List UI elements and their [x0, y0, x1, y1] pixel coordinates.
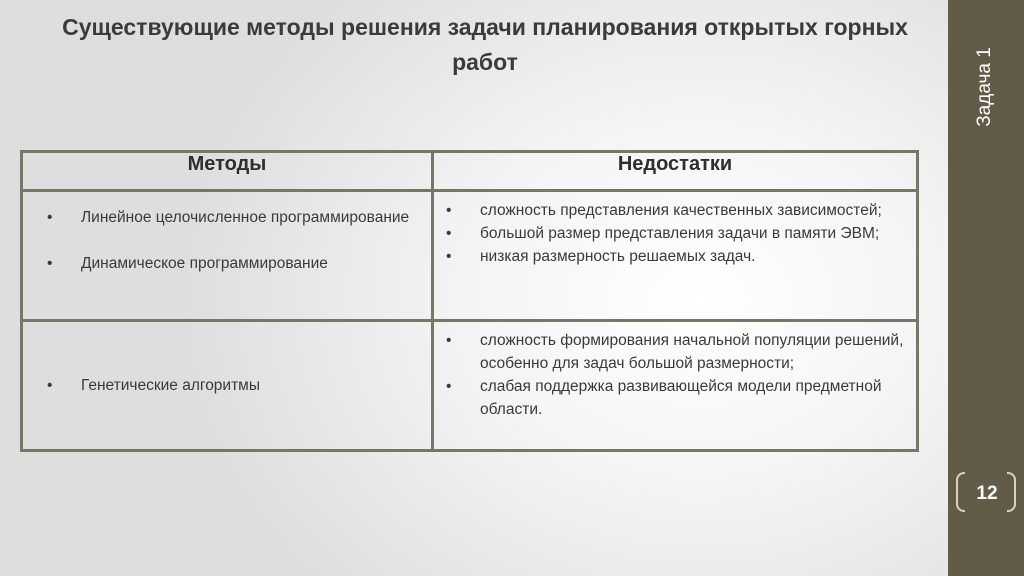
list-item: • слабая поддержка развивающейся модели предметной области.: [446, 375, 906, 421]
list-item: • Динамическое программирование: [47, 252, 421, 275]
list-item: • сложность представления качественных зависимостей;: [446, 199, 906, 222]
header-methods: Методы: [22, 152, 433, 191]
side-label-text: Задача 1: [974, 47, 995, 127]
methods-cell: [22, 321, 433, 451]
list-item: • большой размер представления задачи в памяти ЭВМ;: [446, 222, 906, 245]
bullet-glyph: •: [446, 378, 452, 395]
bullet-glyph: •: [446, 248, 452, 265]
bullet-glyph: •: [47, 377, 53, 394]
bullet-glyph: •: [446, 225, 452, 242]
methods-table: [20, 150, 919, 452]
list-item: • Линейное целочисленное программирование: [47, 206, 421, 229]
bullet-glyph: •: [47, 209, 53, 226]
page-number: 12: [976, 483, 998, 504]
table-header-row: [22, 152, 918, 191]
bullet-glyph: •: [47, 255, 53, 272]
side-section-label: [968, 32, 1002, 142]
list-item: • низкая размерность решаемых задач.: [446, 245, 906, 268]
list-item: • сложность формирования начальной популяции решений, особенно для задач большой размерности;: [446, 329, 906, 375]
bullet-glyph: •: [446, 202, 452, 219]
header-drawbacks: Недостатки: [433, 152, 918, 191]
slide-title: Существующие методы решения задачи планирования открытых горных работ: [62, 14, 908, 75]
drawbacks-cell: [433, 321, 918, 451]
methods-cell: [22, 191, 433, 321]
list-item: • Генетические алгоритмы: [47, 374, 421, 397]
table-row: [22, 321, 918, 451]
drawbacks-cell: [433, 191, 918, 321]
table-row: [22, 191, 918, 321]
bullet-glyph: •: [446, 332, 452, 349]
